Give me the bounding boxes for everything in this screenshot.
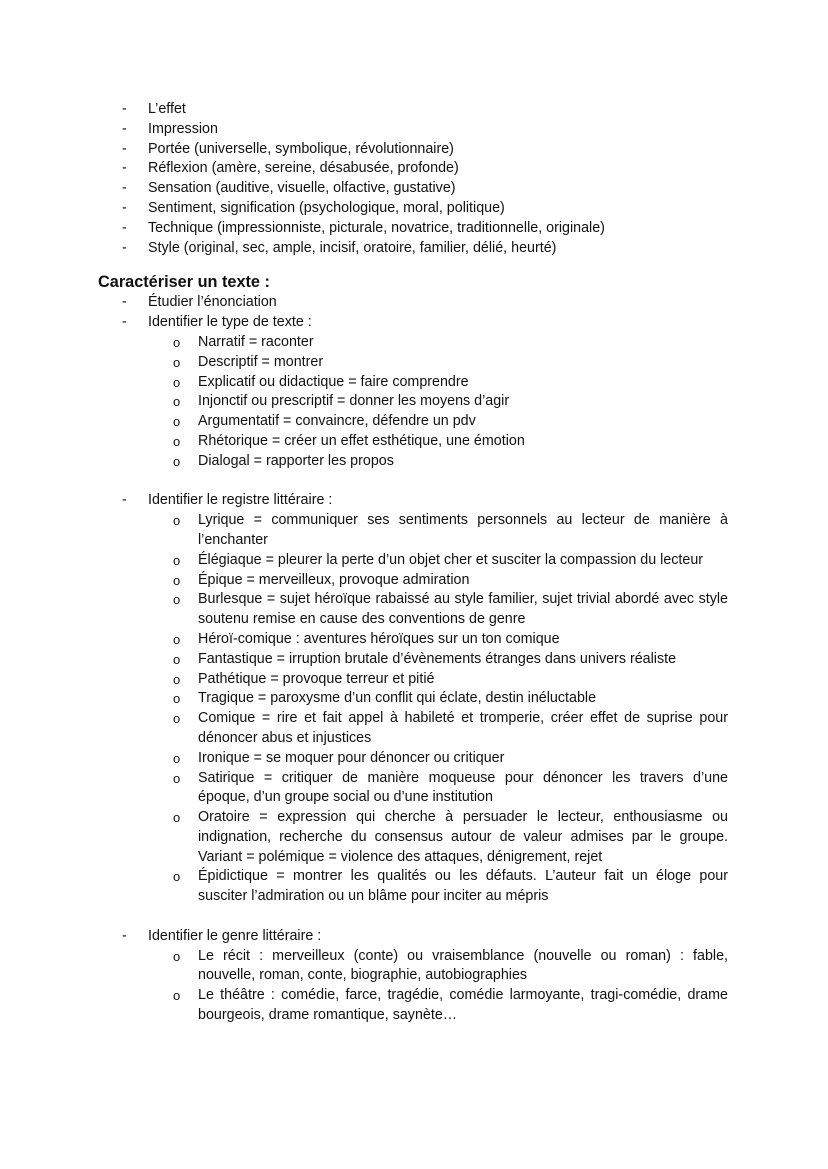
dash-bullet: -: [122, 140, 127, 157]
circle-bullet: o: [173, 750, 181, 766]
list-item: - Réflexion (amère, sereine, désabusée, profonde): [0, 159, 828, 179]
circle-bullet: o: [173, 988, 181, 1004]
list-item: - Style (original, sec, ample, incisif, oratoire, familier, délié, heurté): [0, 239, 828, 259]
circle-bullet: o: [173, 374, 181, 390]
document-page: [0, 100, 828, 1026]
dash-bullet: -: [122, 120, 127, 137]
circle-bullet: o: [173, 651, 181, 667]
sublist-item: o Le théâtre : comédie, farce, tragédie, comédie larmoyante, tragi-comédie, drame bourgeois, drame romantique, saynète…: [173, 987, 728, 1024]
sublist-item: o Tragique = paroxysme d’un conflit qui éclate, destin inéluctable: [0, 689, 828, 709]
list-item: - Portée (universelle, symbolique, révolutionnaire): [0, 140, 828, 160]
dash-bullet: -: [122, 101, 127, 117]
circle-bullet: o: [173, 552, 181, 568]
type-texte-sublist: [0, 333, 828, 472]
sublist-item: o Dialogal = rapporter les propos: [0, 452, 828, 472]
list-item: - Sentiment, signification (psychologique, moral, politique): [0, 199, 828, 219]
circle-bullet: o: [173, 453, 181, 469]
circle-bullet: o: [173, 631, 181, 647]
sublist-item: o Oratoire = expression qui cherche à persuader le lecteur, enthousiasme ou indignation, recherche du consensus autour de valeur admises par le groupe. Variant = polémique = violence des attaques, dénigrement, rejet: [173, 809, 728, 865]
list-item-registre: - Identifier le registre littéraire :: [0, 491, 828, 511]
sublist-item: o Héroï-comique : aventures héroïques sur un ton comique: [0, 630, 828, 650]
circle-bullet: o: [173, 592, 181, 608]
sublist-item: o Élégiaque = pleurer la perte d’un objet cher et susciter la compassion du lecteur: [0, 551, 828, 571]
sublist-item: o Narratif = raconter: [0, 333, 828, 353]
sublist-item: o Pathétique = provoque terreur et pitié: [0, 670, 828, 690]
circle-bullet: o: [173, 711, 181, 727]
circle-bullet: o: [173, 414, 181, 430]
list-item: - Technique (impressionniste, picturale, novatrice, traditionnelle, originale): [0, 219, 828, 239]
sublist-item: o Satirique = critiquer de manière moqueuse pour dénoncer les travers d’une époque, d’un groupe social ou d’une institution: [173, 769, 728, 806]
genre-list: [0, 927, 828, 947]
sublist-item: o Le récit : merveilleux (conte) ou vraisemblance (nouvelle ou roman) : fable, nouvelle, roman, conte, biographie, autobiographies: [173, 947, 728, 984]
sublist-item: o Lyrique = communiquer ses sentiments personnels au lecteur de manière à l’enchanter: [173, 512, 728, 548]
sublist-item: o Descriptif = montrer: [0, 353, 828, 373]
circle-bullet: o: [173, 334, 181, 350]
spacer: [0, 907, 828, 927]
sublist-item: o Épique = merveilleux, provoque admiration: [0, 571, 828, 591]
sublist-item: o Comique = rire et fait appel à habileté et tromperie, créer effet de suprise pour dénoncer abus et injustices: [173, 710, 728, 746]
circle-bullet: o: [173, 810, 181, 826]
list-item: - L’effet: [0, 100, 828, 120]
dash-bullet: -: [122, 239, 127, 256]
circle-bullet: o: [173, 948, 181, 964]
sublist-item: o Explicatif ou didactique = faire comprendre: [0, 373, 828, 393]
characterize-list: [0, 293, 828, 333]
registre-sublist: [0, 511, 828, 907]
circle-bullet: o: [173, 433, 181, 449]
dash-bullet: -: [122, 219, 127, 236]
circle-bullet: o: [173, 354, 181, 370]
list-item: - Sensation (auditive, visuelle, olfactive, gustative): [0, 179, 828, 199]
dash-bullet: -: [122, 199, 127, 216]
sublist-item: o Argumentatif = convaincre, défendre un pdv: [0, 412, 828, 432]
sublist-item: o Rhétorique = créer un effet esthétique, une émotion: [0, 432, 828, 452]
circle-bullet: o: [173, 770, 181, 786]
sublist-item: o Fantastique = irruption brutale d’évènements étranges dans univers réaliste: [0, 650, 828, 670]
circle-bullet: o: [173, 513, 181, 529]
dash-bullet: -: [122, 927, 127, 944]
dash-bullet: -: [122, 180, 127, 197]
circle-bullet: o: [173, 671, 181, 687]
circle-bullet: o: [173, 869, 181, 885]
genre-sublist: [0, 947, 828, 1026]
sublist-item: o Injonctif ou prescriptif = donner les moyens d’agir: [0, 392, 828, 412]
sublist-item: o Épidictique = montrer les qualités ou les défauts. L’auteur fait un éloge pour susciter l’admiration ou un blâme pour inciter au mépris: [173, 868, 728, 905]
criteria-list: [0, 100, 828, 258]
dash-bullet: -: [122, 314, 127, 331]
list-item-type-texte: - Identifier le type de texte :: [0, 313, 828, 333]
spacer: [0, 472, 828, 492]
sublist-item: o Burlesque = sujet héroïque rabaissé au style familier, sujet trivial abordé avec style soutenu remise en cause des conventions de genre: [173, 591, 728, 628]
section-heading: Caractériser un texte :: [98, 273, 270, 292]
list-item-genre: - Identifier le genre littéraire :: [0, 927, 828, 947]
circle-bullet: o: [173, 572, 181, 588]
registre-list: [0, 491, 828, 511]
circle-bullet: o: [173, 691, 181, 707]
list-item-enonciation: - Étudier l’énonciation: [0, 293, 828, 313]
dash-bullet: -: [122, 160, 127, 177]
list-item: - Impression: [0, 120, 828, 140]
dash-bullet: -: [122, 294, 127, 311]
circle-bullet: o: [173, 394, 181, 410]
sublist-item: o Ironique = se moquer pour dénoncer ou critiquer: [0, 749, 828, 769]
dash-bullet: -: [122, 492, 127, 509]
